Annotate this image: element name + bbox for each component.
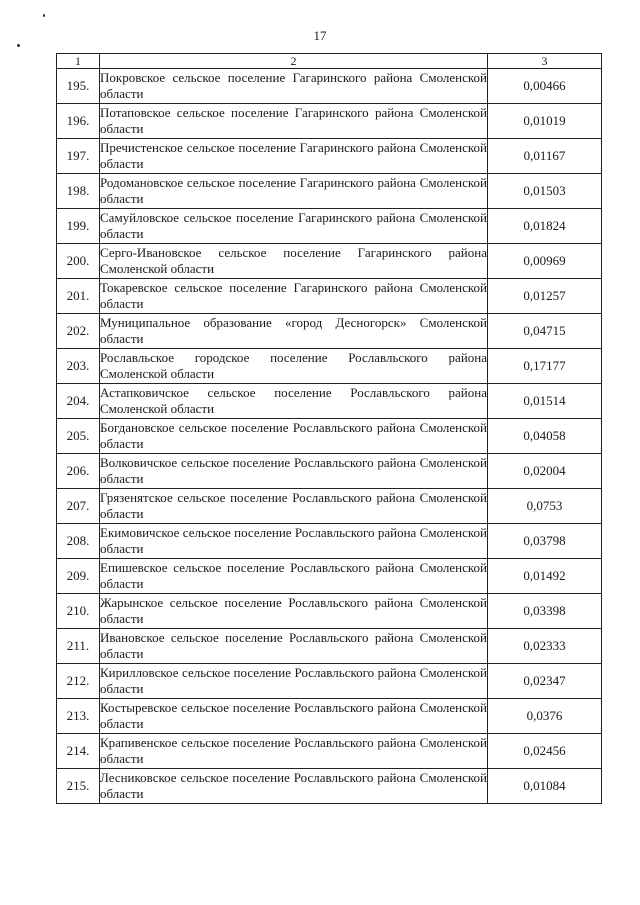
column-header-2: 2 <box>100 54 488 69</box>
row-number: 209. <box>57 559 100 594</box>
share-value: 0,01492 <box>488 559 602 594</box>
share-value: 0,0753 <box>488 489 602 524</box>
settlement-name: Родомановское сельское поселение Гагаринского района Смоленской области <box>100 174 488 209</box>
settlement-name: Потаповское сельское поселение Гагаринского района Смоленской области <box>100 104 488 139</box>
share-value: 0,01824 <box>488 209 602 244</box>
share-value: 0,02333 <box>488 629 602 664</box>
row-number: 212. <box>57 664 100 699</box>
scan-speck-mark <box>43 14 45 17</box>
row-number: 210. <box>57 594 100 629</box>
table-body <box>57 69 602 804</box>
row-number: 205. <box>57 419 100 454</box>
settlement-name: Богдановское сельское поселение Рославльского района Смоленской области <box>100 419 488 454</box>
row-number: 211. <box>57 629 100 664</box>
share-value: 0,04715 <box>488 314 602 349</box>
row-number: 206. <box>57 454 100 489</box>
table-row <box>57 69 602 104</box>
share-value: 0,02456 <box>488 734 602 769</box>
table-row <box>57 699 602 734</box>
table-row <box>57 104 602 139</box>
table-row <box>57 174 602 209</box>
settlement-name: Лесниковское сельское поселение Рославльского района Смоленской области <box>100 769 488 804</box>
settlement-name: Грязенятское сельское поселение Рославльского района Смоленской области <box>100 489 488 524</box>
settlement-name: Епишевское сельское поселение Рославльского района Смоленской области <box>100 559 488 594</box>
share-value: 0,0376 <box>488 699 602 734</box>
table-row <box>57 139 602 174</box>
table-row <box>57 314 602 349</box>
row-number: 208. <box>57 524 100 559</box>
share-value: 0,01019 <box>488 104 602 139</box>
share-value: 0,04058 <box>488 419 602 454</box>
settlement-name: Самуйловское сельское поселение Гагаринского района Смоленской области <box>100 209 488 244</box>
column-header-1: 1 <box>57 54 100 69</box>
settlement-name: Муниципальное образование «город Десногорск» Смоленской области <box>100 314 488 349</box>
settlement-name: Волковичское сельское поселение Рославльского района Смоленской области <box>100 454 488 489</box>
share-value: 0,01503 <box>488 174 602 209</box>
row-number: 197. <box>57 139 100 174</box>
table-row <box>57 454 602 489</box>
column-header-3: 3 <box>488 54 602 69</box>
table-header <box>57 54 602 69</box>
row-number: 200. <box>57 244 100 279</box>
settlement-name: Крапивенское сельское поселение Рославльского района Смоленской области <box>100 734 488 769</box>
row-number: 203. <box>57 349 100 384</box>
row-number: 195. <box>57 69 100 104</box>
share-value: 0,01514 <box>488 384 602 419</box>
row-number: 204. <box>57 384 100 419</box>
allocation-table <box>56 53 602 804</box>
table-row <box>57 629 602 664</box>
table-row <box>57 349 602 384</box>
table-row <box>57 594 602 629</box>
table-row <box>57 664 602 699</box>
row-number: 201. <box>57 279 100 314</box>
settlement-name: Астапковичское сельское поселение Рославльского района Смоленской области <box>100 384 488 419</box>
row-number: 196. <box>57 104 100 139</box>
share-value: 0,00969 <box>488 244 602 279</box>
settlement-name: Серго-Ивановское сельское поселение Гагаринского района Смоленской области <box>100 244 488 279</box>
table-row <box>57 524 602 559</box>
share-value: 0,03398 <box>488 594 602 629</box>
table-row <box>57 489 602 524</box>
settlement-name: Ивановское сельское поселение Рославльского района Смоленской области <box>100 629 488 664</box>
settlement-name: Екимовичское сельское поселение Рославльского района Смоленской области <box>100 524 488 559</box>
settlement-name: Рославльское городское поселение Рославльского района Смоленской области <box>100 349 488 384</box>
row-number: 213. <box>57 699 100 734</box>
table-row <box>57 384 602 419</box>
settlement-name: Токаревское сельское поселение Гагаринского района Смоленской области <box>100 279 488 314</box>
share-value: 0,00466 <box>488 69 602 104</box>
row-number: 202. <box>57 314 100 349</box>
settlement-name: Жарынское сельское поселение Рославльского района Смоленской области <box>100 594 488 629</box>
share-value: 0,01167 <box>488 139 602 174</box>
table-row <box>57 419 602 454</box>
table-row <box>57 559 602 594</box>
share-value: 0,01084 <box>488 769 602 804</box>
share-value: 0,03798 <box>488 524 602 559</box>
settlement-name: Костыревское сельское поселение Рославльского района Смоленской области <box>100 699 488 734</box>
settlement-name: Пречистенское сельское поселение Гагаринского района Смоленской области <box>100 139 488 174</box>
scan-speck-mark <box>17 44 20 47</box>
row-number: 207. <box>57 489 100 524</box>
table-row <box>57 244 602 279</box>
page-number: 17 <box>313 28 327 43</box>
table-row <box>57 279 602 314</box>
table-row <box>57 734 602 769</box>
share-value: 0,02004 <box>488 454 602 489</box>
share-value: 0,17177 <box>488 349 602 384</box>
settlement-name: Кирилловское сельское поселение Рославльского района Смоленской области <box>100 664 488 699</box>
row-number: 214. <box>57 734 100 769</box>
table-row <box>57 209 602 244</box>
share-value: 0,02347 <box>488 664 602 699</box>
row-number: 199. <box>57 209 100 244</box>
settlement-name: Покровское сельское поселение Гагаринского района Смоленской области <box>100 69 488 104</box>
row-number: 198. <box>57 174 100 209</box>
share-value: 0,01257 <box>488 279 602 314</box>
table-row <box>57 769 602 804</box>
row-number: 215. <box>57 769 100 804</box>
